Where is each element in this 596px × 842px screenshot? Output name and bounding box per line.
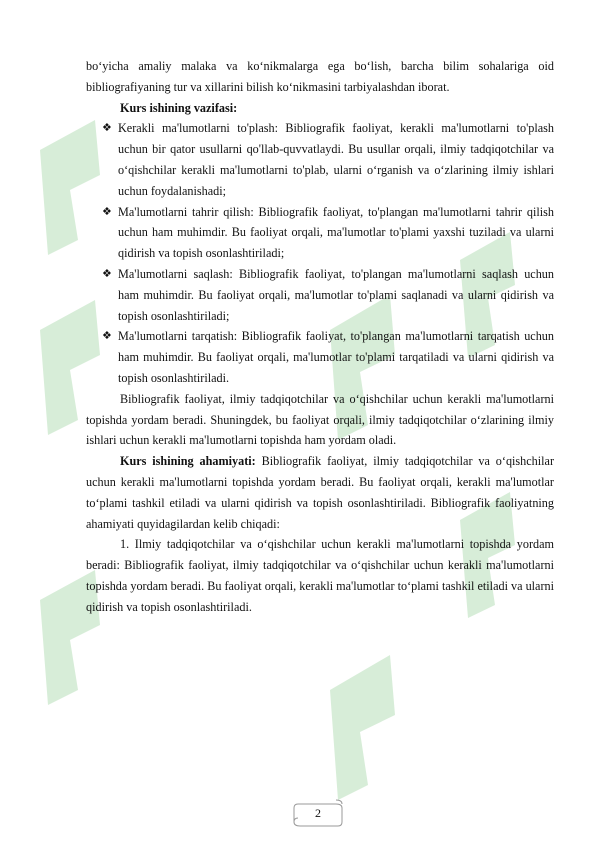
list-item <box>86 118 554 201</box>
task-text: Ma'lumotlarni tarqatish: Bibliografik faoliyat, to'plangan ma'lumotlarni tarqatish uchun ham muhimdir. Bu faoliyat orqali, ma'lumotlar to'plami tarqatiladi va ularni qidirish va topish osonlashtiriladi. <box>118 329 554 385</box>
diamond-bullet-icon: ❖ <box>102 266 112 280</box>
task-text: Ma'lumotlarni saqlash: Bibliografik faoliyat, to'plangan ma'lumotlarni saqlash uchun ham muhimdir. Bu faoliyat orqali, ma'lumotlar to'plami saqlanadi va ularni qidirish va topish osonlashtiriladi; <box>118 266 554 323</box>
page-number-box <box>292 798 344 828</box>
list-item <box>86 326 554 388</box>
numbered-paragraph: 1. Ilmiy tadqiqotchilar va o‘qishchilar uchun kerakli ma'lumotlarni topishda yordam beradi: Bibliografik faoliyat, ilmiy tadqiqotchilar va o‘qishchilar uchun kerakli ma'lumotlarni topishda yordam beradi. Bu faoliyat orqali, kerakli ma'lumotlar to‘plami tashkil etiladi va ularni qidirish va topish osonlashtiriladi. <box>86 537 554 614</box>
page-number: 2 <box>315 806 321 820</box>
importance-paragraph <box>86 451 554 534</box>
tasks-list <box>86 118 554 388</box>
importance-heading: Kurs ishining ahamiyati: <box>120 454 256 469</box>
importance-text: Bibliografik faoliyat, ilmiy tadqiqotchilar va o‘qishchilar uchun kerakli ma'lumotlarni topishda yordam beradi. Bu faoliyat orqali, kerakli ma'lumotlar to‘plami tashkil etiladi va ularni qidirish va topish osonlashtiriladi. Bibliografik faoliyatning ahamiyati quyidagilardan kelib chiqadi: <box>86 454 555 531</box>
tasks-heading: Kurs ishining vazifasi: <box>120 100 238 115</box>
diamond-bullet-icon: ❖ <box>102 204 112 218</box>
diamond-bullet-icon: ❖ <box>102 121 112 135</box>
task-text: Kerakli ma'lumotlarni to'plash: Bibliografik faoliyat, kerakli ma'lumotlarni to'plash uchun bir qator usullarni qo'llab-quvvatlaydi. Bu usullar orqali, ilmiy tadqiqotchilar va o‘qishchilar kerakli ma'lumotlarni to'plab, ularni o‘rganish va o‘zlarining ilmiy ishlari uchun foydalanishadi; <box>118 121 554 198</box>
document-page <box>86 56 554 618</box>
list-item <box>86 202 554 264</box>
diamond-bullet-icon: ❖ <box>102 329 112 343</box>
intro-paragraph: bo‘yicha amaliy malaka va ko‘nikmalarga ega bo‘lish, barcha bilim sohalariga oid bibliografiyaning tur va xillarini bilish ko‘nikmasini tarbiyalashdan iborat. <box>86 59 554 94</box>
summary-paragraph: Bibliografik faoliyat, ilmiy tadqiqotchilar va o‘qishchilar uchun kerakli ma'lumotlarni topishda yordam beradi. Shuningdek, bu faoliyat orqali, ilmiy tadqiqotchilar o‘zlarining ilmiy ishlari uchun kerakli ma'lumotlarni topishda ham yordam oladi. <box>86 391 554 448</box>
task-text: Ma'lumotlarni tahrir qilish: Bibliografik faoliyat, to'plangan ma'lumotlarni tahrir qilish uchun ham muhimdir. Bu faoliyat orqali, ma'lumotlar to'plami yaxshi tuziladi va ularni qidirish va topish osonlashtiriladi; <box>118 204 554 261</box>
list-item <box>86 264 554 326</box>
